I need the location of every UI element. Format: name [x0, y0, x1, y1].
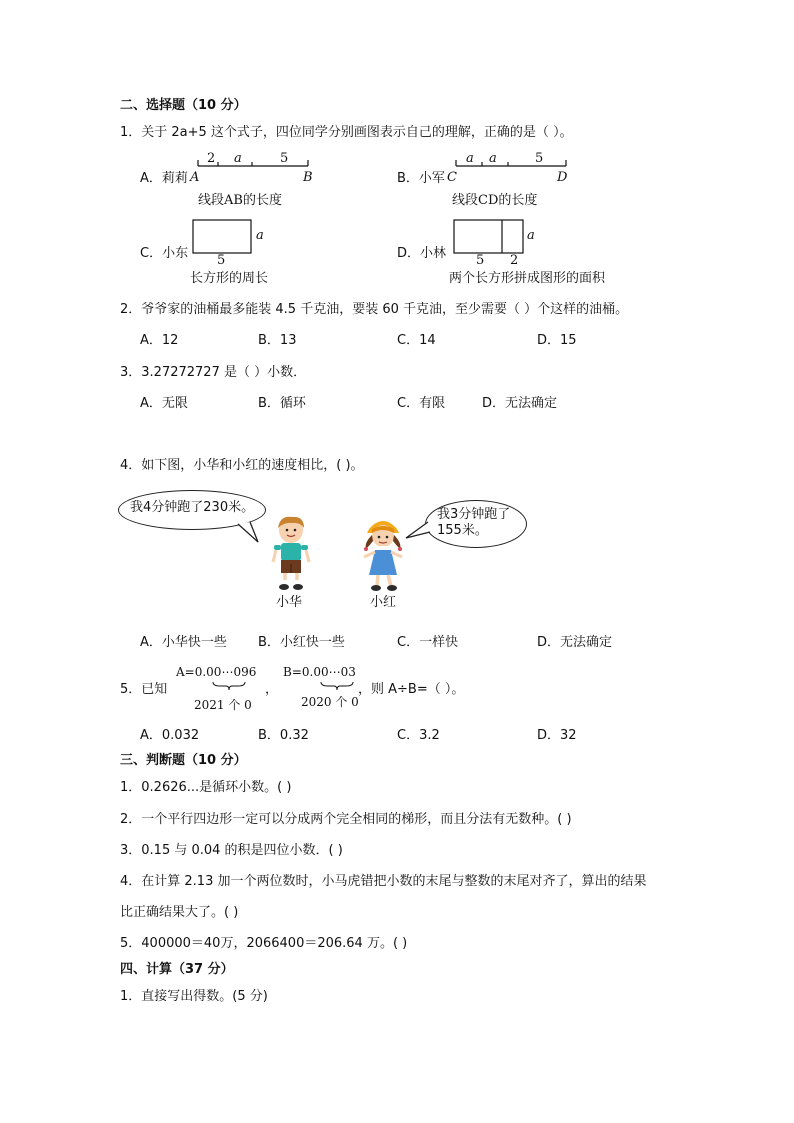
option-c-side-label: a — [256, 228, 264, 243]
option-d-side-label: a — [527, 228, 535, 243]
q5-a-zero-count: 2021 个 0 — [194, 698, 252, 712]
q2-option-d: D．15 — [537, 333, 577, 348]
option-a-label: A．莉莉 — [140, 171, 188, 186]
option-b-seg-label-2: a — [489, 151, 497, 166]
judge-question-1: 1．0.2626...是循环小数。( ) — [120, 780, 292, 795]
option-c-label: C．小东 — [140, 246, 189, 261]
option-a-seg-label-3: 5 — [280, 151, 289, 166]
judge-question-2: 2．一个平行四边形一定可以分成两个完全相同的梯形，而且分法有无数种。( ) — [120, 812, 572, 827]
section-3-title: 三、判断题（10 分） — [120, 753, 247, 768]
question-5-suffix: ，则 A÷B=（ ）。 — [358, 682, 465, 697]
judge-question-3: 3．0.15 与 0.04 的积是四位小数．( ) — [120, 843, 343, 858]
q2-option-a: A．12 — [140, 333, 179, 348]
q5-option-c: C．3.2 — [397, 728, 440, 743]
option-a-seg-label-2: a — [234, 151, 242, 166]
judge-question-4-line-1: 4．在计算 2.13 加一个两位数时，小马虎错把小数的末尾与整数的末尾对齐了，算出的结果 — [120, 874, 647, 889]
option-d-caption: 两个长方形拼成图形的面积 — [449, 271, 606, 286]
q4-option-a: A．小华快一些 — [140, 635, 227, 650]
judge-question-4-line-2: 比正确结果大了。( ) — [120, 905, 239, 920]
option-c-rectangle-diagram — [192, 219, 254, 255]
q3-option-d: D．无法确定 — [482, 396, 558, 411]
option-b-seg-label-3: 5 — [535, 151, 544, 166]
q5-comma: ， — [265, 682, 279, 697]
option-b-point-d: D — [557, 170, 568, 185]
q5-a-underbrace — [212, 680, 246, 692]
name-xiaohua: 小华 — [276, 595, 303, 610]
speech-bubble-tail-xiaohua — [236, 520, 266, 546]
option-d-bottom-label-2: 2 — [510, 253, 519, 268]
speech-text-xiaohong-line-1: 我3分钟跑了 — [437, 507, 511, 522]
option-b-label: B．小军 — [397, 171, 445, 186]
q4-option-d: D．无法确定 — [537, 635, 613, 650]
q3-option-c: C．有限 — [397, 396, 446, 411]
q4-option-b: B．小红快一些 — [258, 635, 345, 650]
option-b-caption: 线段CD的长度 — [452, 193, 538, 208]
section-2-title: 二、选择题（10 分） — [120, 98, 247, 113]
q5-b-underbrace — [320, 680, 354, 692]
option-a-caption: 线段AB的长度 — [198, 193, 282, 208]
question-5-prefix: 5．已知 — [120, 682, 168, 697]
q5-b-expression: B=0.00⋯03 — [283, 665, 356, 679]
option-b-seg-label-1: a — [466, 151, 474, 166]
calc-question-1: 1．直接写出得数。(5 分) — [120, 989, 268, 1004]
option-a-point-b: B — [303, 170, 313, 185]
q5-b-zero-count: 2020 个 0 — [301, 695, 359, 709]
boy-figure-xiaohua — [268, 514, 314, 592]
girl-figure-xiaohong — [355, 517, 411, 593]
question-2-stem: 2．爷爷家的油桶最多能装 4.5 千克油，要装 60 千克油，至少需要（ ）个这样的油桶。 — [120, 302, 629, 317]
q3-option-b: B．循环 — [258, 396, 306, 411]
q2-option-b: B．13 — [258, 333, 297, 348]
option-a-point-a: A — [190, 170, 200, 185]
option-c-caption: 长方形的周长 — [190, 271, 269, 286]
speech-text-xiaohua: 我4分钟跑了230米。 — [130, 500, 255, 515]
judge-question-5: 5．400000＝40万，2066400＝206.64 万。( ) — [120, 936, 408, 951]
option-b-point-c: C — [447, 170, 457, 185]
question-3-stem: 3．3.27272727 是（ ）小数． — [120, 365, 307, 380]
option-c-bottom-label: 5 — [217, 253, 226, 268]
q3-option-a: A．无限 — [140, 396, 188, 411]
question-4-stem: 4．如下图，小华和小红的速度相比，( )。 — [120, 458, 364, 473]
name-xiaohong: 小红 — [370, 595, 397, 610]
section-4-title: 四、计算（37 分） — [120, 962, 234, 977]
q5-option-b: B．0.32 — [258, 728, 309, 743]
q2-option-c: C．14 — [397, 333, 436, 348]
option-d-rectangle-diagram — [453, 219, 525, 255]
option-d-label: D．小林 — [397, 246, 447, 261]
q5-a-expression: A=0.00⋯096 — [176, 665, 257, 679]
option-a-seg-label-1: 2 — [207, 151, 216, 166]
q5-option-a: A．0.032 — [140, 728, 200, 743]
q5-option-d: D．32 — [537, 728, 577, 743]
speech-text-xiaohong-line-2: 155米。 — [437, 523, 488, 538]
q4-option-c: C．一样快 — [397, 635, 459, 650]
option-d-bottom-label-1: 5 — [476, 253, 485, 268]
question-1-stem: 1．关于 2a+5 这个式子，四位同学分别画图表示自己的理解，正确的是（ ）。 — [120, 125, 573, 140]
